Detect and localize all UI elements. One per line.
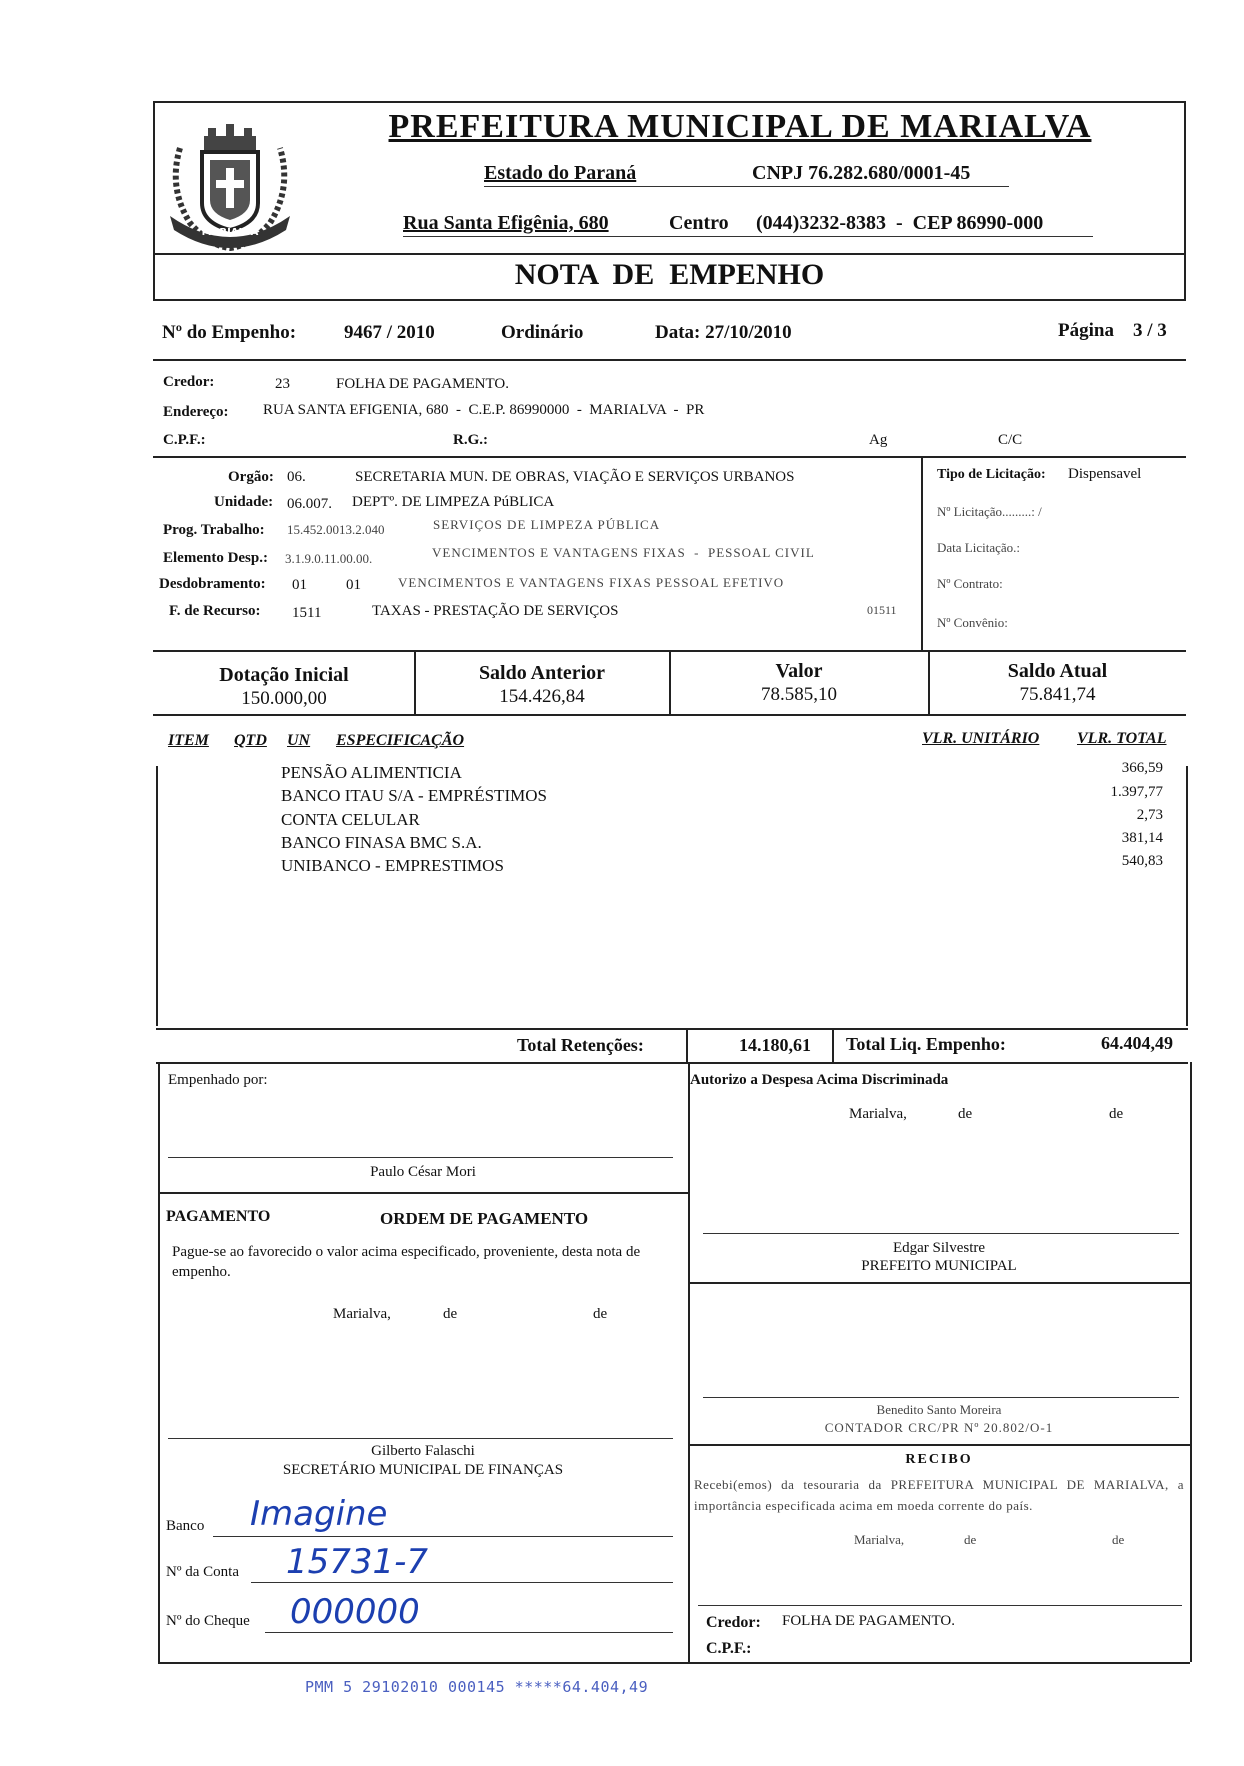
page-label: Página bbox=[1058, 320, 1114, 341]
state-name: Estado do Paraná bbox=[484, 162, 637, 184]
recibo-cpf-label: C.P.F.: bbox=[706, 1640, 752, 1657]
orgao-code: 06. bbox=[287, 469, 306, 485]
list-item-spec: BANCO FINASA BMC S.A. bbox=[281, 833, 482, 852]
total-retencoes-value: 14.180,61 bbox=[739, 1035, 811, 1055]
valor-label: Valor bbox=[775, 660, 823, 682]
credor-code: 23 bbox=[275, 376, 290, 392]
recurso-code: 1511 bbox=[292, 605, 322, 621]
credor-label: Credor: bbox=[163, 374, 215, 390]
col-qtd: QTD bbox=[234, 732, 267, 749]
desdobramento-code2: 01 bbox=[346, 577, 361, 593]
total-liquido-label: Total Liq. Empenho: bbox=[846, 1034, 1006, 1054]
col-un: UN bbox=[287, 732, 311, 749]
unidade-label: Unidade: bbox=[214, 494, 274, 510]
recibo-label: RECIBO bbox=[905, 1452, 973, 1467]
ordem-pagamento-label: ORDEM DE PAGAMENTO bbox=[380, 1209, 589, 1228]
saldo-atual-value: 75.841,74 bbox=[1019, 684, 1096, 705]
cpf-label: C.P.F.: bbox=[163, 432, 206, 448]
contrato-label: Nº Contrato: bbox=[937, 576, 1003, 591]
banco-label: Banco bbox=[166, 1518, 205, 1534]
data-licitacao-label: Data Licitação.: bbox=[937, 540, 1021, 555]
prog-trabalho-label: Prog. Trabalho: bbox=[163, 522, 265, 538]
orgao-name: SECRETARIA MUN. DE OBRAS, VIAÇÃO E SERVIÇOS URBANOS bbox=[355, 469, 795, 485]
contador-top-line bbox=[688, 1282, 1190, 1284]
prefeito-name: Edgar Silvestre bbox=[892, 1240, 986, 1256]
unidade-code: 06.007. bbox=[287, 496, 332, 512]
list-item-spec: CONTA CELULAR bbox=[281, 810, 420, 829]
lower-bottom-line bbox=[158, 1662, 1190, 1664]
rg-label: R.G.: bbox=[453, 432, 488, 448]
items-left-border bbox=[156, 766, 158, 1026]
seal-text: MARIALVA bbox=[201, 227, 259, 238]
totals-divider-2 bbox=[832, 1028, 834, 1062]
recurso-name: TAXAS - PRESTAÇÃO DE SERVIÇOS bbox=[372, 603, 619, 619]
recibo-de-2: de bbox=[1112, 1532, 1125, 1547]
total-liquido-value: 64.404,49 bbox=[1101, 1033, 1173, 1053]
totals-divider-1 bbox=[686, 1028, 688, 1062]
empenho-number: 9467 / 2010 bbox=[344, 322, 435, 343]
prog-trabalho-name: SERVIÇOS DE LIMPEZA PÚBLICA bbox=[433, 517, 661, 532]
secretario-signature-line bbox=[168, 1438, 673, 1439]
list-item-spec: PENSÃO ALIMENTICIA bbox=[281, 763, 462, 782]
page-number: 3 / 3 bbox=[1133, 320, 1167, 341]
recurso-extra: 01511 bbox=[867, 603, 897, 617]
prog-trabalho-code: 15.452.0013.2.040 bbox=[287, 522, 385, 537]
recibo-text: Recebi(emos) da tesouraria da PREFEITURA MUNICIPAL DE MARIALVA, a importância especificada acima em moeda corrente do país. bbox=[694, 1477, 1184, 1513]
col-especificacao: ESPECIFICAÇÃO bbox=[336, 732, 465, 749]
conta-label: Nº da Conta bbox=[166, 1564, 239, 1580]
tipo-licitacao-label: Tipo de Licitação: bbox=[937, 467, 1046, 482]
saldo-anterior-value: 154.426,84 bbox=[499, 686, 585, 707]
lower-center-divider bbox=[688, 1062, 690, 1664]
col-item: ITEM bbox=[168, 732, 209, 749]
elemento-label: Elemento Desp.: bbox=[163, 550, 268, 566]
desdobramento-name: VENCIMENTOS E VANTAGENS FIXAS PESSOAL EFETIVO bbox=[398, 575, 785, 590]
right-place: Marialva, bbox=[849, 1106, 907, 1122]
municipality-title: PREFEITURA MUNICIPAL DE MARIALVA bbox=[388, 108, 1092, 145]
recibo-de-1: de bbox=[964, 1532, 977, 1547]
machine-stamp: PMM 5 29102010 000145 *****64.404,49 bbox=[305, 1678, 649, 1696]
header-divider bbox=[153, 253, 1186, 255]
right-de-1: de bbox=[958, 1106, 973, 1122]
orgao-label: Orgão: bbox=[228, 469, 274, 485]
municipal-seal bbox=[160, 108, 300, 253]
desdobramento-code1: 01 bbox=[292, 577, 307, 593]
prefeito-signature-line bbox=[703, 1233, 1179, 1234]
empenhado-signature-line bbox=[168, 1157, 673, 1158]
totals-top-line bbox=[156, 1028, 1188, 1030]
cnpj: CNPJ 76.282.680/0001-45 bbox=[752, 162, 971, 184]
prefeito-title: PREFEITO MUNICIPAL bbox=[861, 1258, 1017, 1274]
list-item-total: 366,59 bbox=[1121, 760, 1163, 776]
empenho-label: Nº do Empenho: bbox=[162, 322, 297, 343]
contador-name: Benedito Santo Moreira bbox=[876, 1402, 1002, 1417]
elemento-name: VENCIMENTOS E VANTAGENS FIXAS - PESSOAL CIVIL bbox=[432, 545, 815, 560]
budget-vertical-divider bbox=[921, 456, 923, 650]
document-title: NOTA DE EMPENHO bbox=[514, 258, 825, 291]
list-item-total: 540,83 bbox=[1121, 853, 1163, 869]
recibo-credor-value: FOLHA DE PAGAMENTO. bbox=[782, 1613, 955, 1629]
recibo-top-line bbox=[688, 1444, 1190, 1446]
ag-label: Ag bbox=[869, 432, 888, 448]
recurso-label: F. de Recurso: bbox=[169, 603, 261, 619]
tipo-licitacao-value: Dispensavel bbox=[1068, 466, 1142, 482]
cheque-value: 000000 bbox=[290, 1592, 420, 1632]
list-item-spec: UNIBANCO - EMPRESTIMOS bbox=[281, 856, 504, 875]
col-valor-unitario: VLR. UNITÁRIO bbox=[922, 730, 1040, 747]
cheque-label: Nº do Cheque bbox=[166, 1613, 250, 1629]
pague-se-text: Pague-se ao favorecido o valor acima especificado, proveniente, desta nota de empenho. bbox=[172, 1244, 641, 1280]
dotacao-value: 150.000,00 bbox=[241, 688, 327, 709]
list-item-total: 381,14 bbox=[1121, 830, 1163, 846]
desdobramento-label: Desdobramento: bbox=[159, 576, 266, 592]
cheque-line bbox=[265, 1632, 673, 1633]
convenio-label: Nº Convênio: bbox=[937, 615, 1008, 630]
empenhado-por-name: Paulo César Mori bbox=[370, 1164, 476, 1180]
cc-label: C/C bbox=[998, 432, 1023, 448]
saldo-atual-label: Saldo Atual bbox=[1007, 660, 1108, 682]
banco-value: Imagine bbox=[250, 1494, 388, 1534]
district: Centro bbox=[669, 212, 729, 234]
secretario-name: Gilberto Falaschi bbox=[371, 1443, 475, 1459]
numero-licitacao-label: Nº Licitação.........: / bbox=[937, 504, 1042, 519]
elemento-code: 3.1.9.0.11.00.00. bbox=[285, 551, 373, 566]
pagamento-top-line bbox=[158, 1192, 688, 1194]
street-address: Rua Santa Efigênia, 680 bbox=[403, 212, 609, 234]
endereco-value: RUA SANTA EFIGENIA, 680 - C.E.P. 86990000 - MARIALVA - PR bbox=[263, 402, 705, 418]
saldo-anterior-label: Saldo Anterior bbox=[478, 662, 606, 684]
pagamento-label: PAGAMENTO bbox=[166, 1208, 271, 1225]
right-de-2: de bbox=[1109, 1106, 1124, 1122]
contador-signature-line bbox=[703, 1397, 1179, 1398]
left-place: Marialva, bbox=[333, 1306, 391, 1322]
recibo-signature-line bbox=[698, 1605, 1182, 1606]
conta-line bbox=[251, 1582, 673, 1583]
list-item-spec: BANCO ITAU S/A - EMPRÉSTIMOS bbox=[281, 786, 547, 805]
recibo-place: Marialva, bbox=[854, 1532, 905, 1547]
items-right-border bbox=[1186, 766, 1188, 1026]
info-divider bbox=[153, 359, 1186, 361]
col-valor-total: VLR. TOTAL bbox=[1077, 730, 1167, 747]
lower-left-border bbox=[158, 1062, 160, 1664]
banco-line bbox=[213, 1536, 673, 1537]
state-underline bbox=[484, 186, 1009, 187]
secretario-title: SECRETÁRIO MUNICIPAL DE FINANÇAS bbox=[282, 1462, 564, 1478]
conta-value: 15731-7 bbox=[286, 1542, 429, 1582]
left-de-1: de bbox=[443, 1306, 458, 1322]
contador-title: CONTADOR CRC/PR Nº 20.802/O-1 bbox=[824, 1420, 1054, 1435]
empenho-type: Ordinário bbox=[501, 322, 584, 343]
totals-bottom-line bbox=[156, 1062, 1188, 1064]
list-item-total: 1.397,77 bbox=[1110, 784, 1163, 800]
empenho-date: Data: 27/10/2010 bbox=[655, 322, 792, 343]
list-item-total: 2,73 bbox=[1136, 807, 1163, 823]
creditor-divider bbox=[153, 456, 1186, 458]
dotacao-label: Dotação Inicial bbox=[219, 664, 349, 686]
autorizo-label: Autorizo a Despesa Acima Discriminada bbox=[690, 1072, 949, 1088]
left-de-2: de bbox=[593, 1306, 608, 1322]
total-retencoes-label: Total Retenções: bbox=[517, 1035, 644, 1055]
endereco-label: Endereço: bbox=[163, 404, 229, 420]
unidade-name: DEPTº. DE LIMPEZA PúBLICA bbox=[352, 494, 555, 510]
phone-cep: (044)3232-8383 - CEP 86990-000 bbox=[756, 212, 1044, 234]
lower-right-border bbox=[1190, 1062, 1192, 1662]
empenhado-por-label: Empenhado por: bbox=[168, 1072, 268, 1088]
valor-value: 78.585,10 bbox=[761, 684, 837, 705]
address-underline bbox=[403, 236, 1093, 237]
credor-name: FOLHA DE PAGAMENTO. bbox=[336, 376, 509, 392]
recibo-credor-label: Credor: bbox=[706, 1614, 761, 1631]
